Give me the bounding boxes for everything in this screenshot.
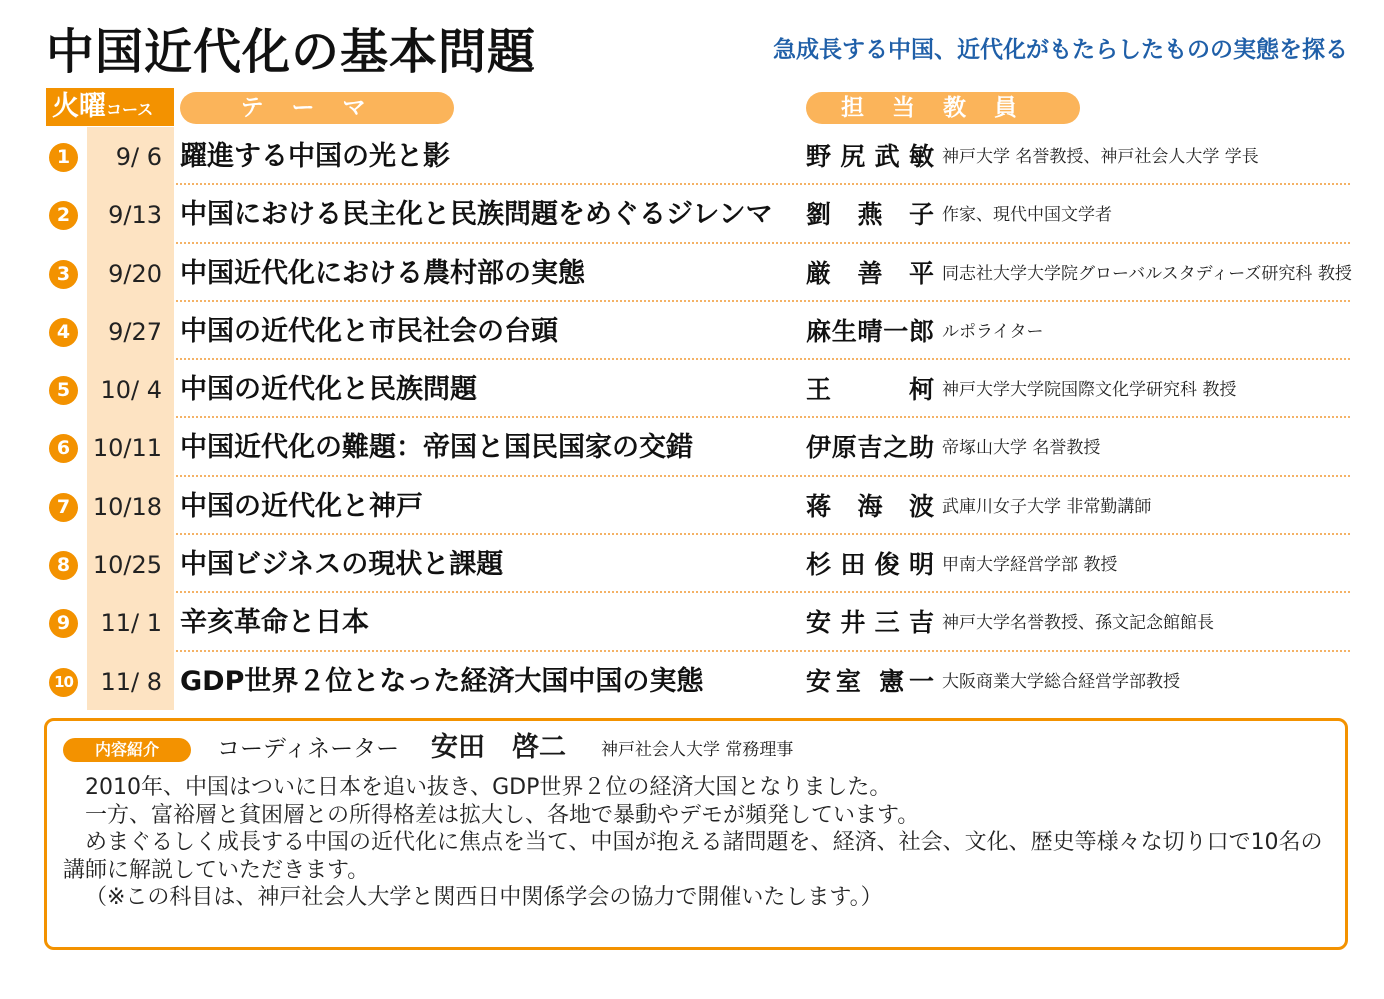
lecture-theme: 中国近代化の難題：帝国と国民国家の交錯 [180,432,693,464]
intro-paragraph: 一方、富裕層と貧困層との所得格差は拡大し、各地で暴動やデモが頻発しています。 [85,802,920,828]
lecture-number-badge: 8 [49,551,78,580]
lecturer-name: 安井三吉 [806,608,934,638]
intro-label: 内容紹介 [63,738,191,762]
intro-paragraph: 2010年、中国はついに日本を追い抜き、GDP世界２位の経済大国となりました。 [85,775,892,800]
coordinator-role: コーディネーター [217,736,400,762]
lecture-date: 9/20 [108,259,162,288]
course-kind: コース [106,100,154,119]
lecture-row [46,593,1350,651]
lecture-number-badge: 2 [49,201,78,230]
page-subtitle: 急成長する中国、近代化がもたらしたものの実態を探る [773,37,1348,63]
lecturer-affiliation: 作家、現代中国文学者 [942,205,1112,226]
lecture-theme: 躍進する中国の光と影 [180,141,450,172]
lecture-date: 10/25 [92,551,162,580]
lecture-theme: 中国近代化における農村部の実態 [180,257,585,289]
lecturer-name: 麻生晴一郎 [806,316,934,346]
lecture-theme: 中国の近代化と神戸 [180,490,423,522]
lecturer-affiliation: 神戸大学 名誉教授、神戸社会人大学 学長 [942,147,1259,167]
intro-paragraph: めまぐるしく成長する中国の近代化に焦点を当て、中国が抱える諸問題を、経済、社会、文化、歴史等様々な切り口で10名の講師に解説していただきます。 [63,830,1323,883]
lecturer-affiliation: 大阪商業大学総合経営学部教授 [942,671,1180,692]
lecture-number-badge: 3 [49,260,78,289]
lecture-row [46,127,1350,185]
lecturer-name: 杉田俊明 [806,550,934,580]
coordinator-affiliation: 神戸社会人大学 常務理事 [601,740,794,760]
lecture-row [46,360,1350,418]
lecture-number-badge: 6 [49,434,78,463]
theme-column-header: テーマ [180,92,454,124]
lecturer-affiliation: 同志社大学大学院グローバルスタディーズ研究科 教授 [942,263,1352,284]
teacher-column-header: 担当教員 [806,92,1080,124]
lecturer-affiliation: ルポライター [942,321,1044,342]
lecture-list [46,127,1350,710]
lecture-row [46,185,1350,243]
lecture-theme: 中国ビジネスの現状と課題 [180,549,504,581]
coordinator-name: 安田 啓二 [431,732,566,763]
course-label [46,88,174,126]
lecture-number-badge: 9 [49,609,78,638]
intro-box [44,718,1348,950]
lecturer-name: 安室 憲一 [806,666,934,696]
lecture-date: 9/13 [108,201,162,230]
lecture-date: 9/27 [108,317,162,346]
lecture-row [46,418,1350,476]
intro-body [63,774,1339,912]
lecture-date: 10/ 4 [100,376,162,405]
lecturer-name: 蒋 海 波 [806,491,934,521]
lecture-number-badge: 10 [49,668,78,697]
lecturer-name: 野尻武敏 [806,142,934,171]
lecture-number-badge: 4 [49,318,78,347]
lecture-date: 10/18 [92,492,162,521]
lecture-number-badge: 7 [49,493,78,522]
lecture-number-badge: 1 [49,143,78,172]
lecture-date: 9/ 6 [115,143,162,171]
lecturer-affiliation: 武庫川女子大学 非常勤講師 [942,496,1152,517]
lecture-theme: 中国の近代化と民族問題 [180,374,477,406]
course-day: 火曜 [52,91,106,122]
lecturer-name: 劉 燕 子 [806,200,934,230]
lecturer-name: 厳 善 平 [806,258,934,288]
intro-paragraph: （※この科目は、神戸社会人大学と関西日中関係学会の協力で開催いたします。） [85,885,883,910]
lecture-row [46,652,1350,710]
lecture-date: 10/11 [92,434,162,463]
lecture-theme: 中国における民主化と民族問題をめぐるジレンマ [180,199,773,231]
lecture-theme: GDP世界２位となった経済大国中国の実態 [180,665,704,697]
lecturer-name: 王 柯 [806,375,934,405]
lecturer-affiliation: 甲南大学経営学部 教授 [942,555,1118,576]
lecturer-affiliation: 帝塚山大学 名誉教授 [942,438,1101,459]
lecturer-affiliation: 神戸大学名誉教授、孫文記念館館長 [942,613,1214,634]
page-title: 中国近代化の基本問題 [46,24,537,80]
lecture-number-badge: 5 [49,376,78,405]
lecture-date: 11/ 1 [100,609,162,638]
lecture-row [46,477,1350,535]
lecture-row [46,535,1350,593]
lecture-row [46,302,1350,360]
lecturer-affiliation: 神戸大学大学院国際文化学研究科 教授 [942,380,1237,401]
lecture-row [46,244,1350,302]
lecture-theme: 辛亥革命と日本 [180,607,369,639]
lecture-theme: 中国の近代化と市民社会の台頭 [180,315,558,347]
lecturer-name: 伊原吉之助 [806,433,934,463]
lecture-date: 11/ 8 [100,667,162,696]
